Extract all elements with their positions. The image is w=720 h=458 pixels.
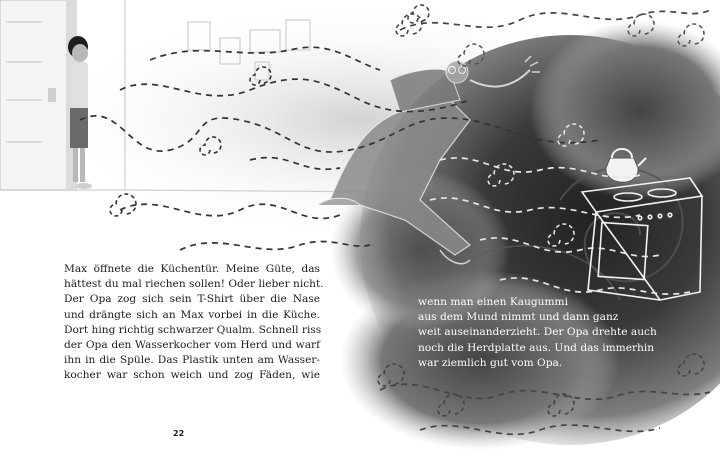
- left-paragraph: [64, 262, 324, 384]
- text-line: weit auseinanderzieht. Der Opa drehte auch: [418, 326, 657, 339]
- text-line: wenn man einen Kaugummi: [418, 296, 568, 308]
- text-line: hättest du mal riechen sollen! Oder lieber nicht.: [64, 278, 324, 291]
- text-line: ihn in die Spüle. Das Plastik unten am Wasser-: [64, 354, 320, 367]
- kitchen-door: [0, 0, 76, 190]
- text-line: Dort hing richtig schwarzer Qualm. Schnell riss: [64, 323, 322, 336]
- text-line: noch die Herdplatte aus. Und das immerhin: [418, 341, 655, 354]
- text-line: der Opa den Wasserkocher vom Herd und warf: [64, 339, 320, 352]
- text-line: Der Opa zog sich sein T-Shirt über die Nase: [64, 293, 320, 306]
- text-line: aus dem Mund nimmt und dann ganz: [418, 311, 619, 324]
- page-number: 22: [173, 429, 185, 438]
- text-line: Max öffnete die Küchentür. Meine Güte, das: [64, 263, 320, 275]
- text-line: war ziemlich gut vom Opa.: [418, 356, 563, 369]
- text-line: und drängte sich an Max vorbei in die Küche.: [64, 308, 320, 321]
- text-line: kocher war schon weich und zog Fäden, wie: [64, 369, 320, 382]
- right-paragraph: [418, 295, 657, 371]
